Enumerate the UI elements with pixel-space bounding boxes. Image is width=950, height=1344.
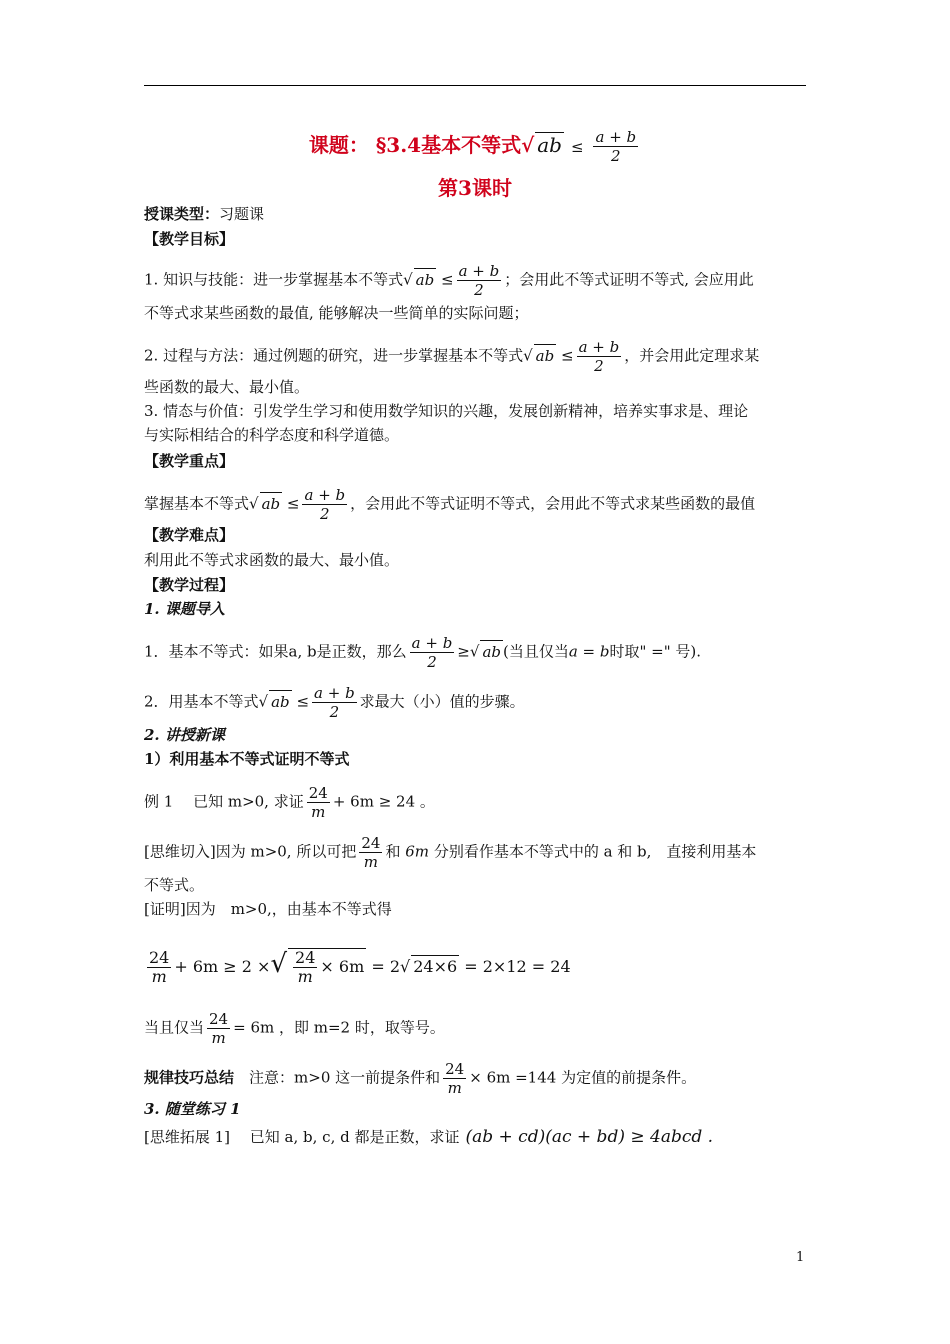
difficulty-text: 利用此不等式求函数的最大、最小值。 — [144, 551, 400, 569]
goal-3-cont: 与实际相结合的科学态度和科学道德。 — [144, 426, 400, 444]
section-2-heading: 2. 讲授新课 — [144, 726, 225, 744]
goal-1: 1. 知识与技能：进一步掌握基本不等式√ ab ≤ $\frac{a + b}{2}$ ；会用此不等式证明不等式, 会应用此 — [144, 262, 754, 299]
goal-1-cont: 不等式求某些函数的最值, 能够解决一些简单的实际问题； — [144, 304, 529, 322]
key-heading: 【教学重点】 — [144, 452, 235, 470]
section-2-sub: 1）利用基本不等式证明不等式 — [144, 750, 350, 768]
rule-summary: 规律技巧总结 注意：m>0 这一前提条件和 $\frac{24}{m}$ × 6m =144 为定值的前提条件。 — [144, 1060, 697, 1097]
proof-equation: $\frac{24}{m}$ + 6m ≥ 2 ×√ $\frac{24}{m}$ × 6m = 2√ 24×6 = 2×12 = 24 — [149, 948, 571, 986]
page-number: 1 — [796, 1250, 805, 1265]
think-line: [思维切入]因为 m>0, 所以可把 $\frac{24}{m}$ 和 6m 分别看作基本不等式中的 a 和 b, 直接利用基本 — [144, 834, 757, 871]
goal-3: 3. 情态与价值：引发学生学习和使用数学知识的兴趣，发展创新精神，培养实事求是、理论 — [144, 402, 749, 420]
page-title: 课题： §3.4基本不等式√ ab ≤ $\frac{a + b}{2}$ — [308, 128, 637, 165]
goal-2: 2. 过程与方法：通过例题的研究，进一步掌握基本不等式√ ab ≤ $\frac{a + b}{2}$ ，并会用此定理求某 — [144, 338, 760, 375]
key-text: 掌握基本不等式√ ab ≤ $\frac{a + b}{2}$ ，会用此不等式证明不等式，会用此不等式求某些函数的最值 — [144, 486, 756, 523]
example-1: 例 1 已知 m>0, 求证 $\frac{24}{m}$ + 6m ≥ 24 。 — [144, 784, 435, 821]
extension-1: [思维拓展 1] 已知 a, b, c, d 都是正数，求证 (ab + cd)(ac + bd) ≥ 4abcd . — [144, 1127, 714, 1147]
section-1-heading: 1. 课题导入 — [144, 600, 225, 618]
section-3-heading: 3. 随堂练习 1 — [144, 1100, 241, 1118]
intro-line-1: 1．基本不等式：如果a, b是正数，那么 $\frac{a + b}{2}$ ≥√ ab (当且仅当a = b时取" =" 号). — [144, 634, 702, 671]
goal-2-cont: 些函数的最大、最小值。 — [144, 378, 310, 396]
think-line-cont: 不等式。 — [144, 876, 205, 894]
intro-line-2: 2．用基本不等式√ ab ≤ $\frac{a + b}{2}$ 求最大（小）值的步骤。 — [144, 684, 525, 721]
proof-line: [证明]因为 m>0,，由基本不等式得 — [144, 900, 392, 918]
difficulty-heading: 【教学难点】 — [144, 526, 235, 544]
lesson-type: 授课类型：习题课 — [144, 205, 265, 223]
process-heading: 【教学过程】 — [144, 576, 235, 594]
page-subtitle: 第3课时 — [438, 176, 512, 200]
goals-heading: 【教学目标】 — [144, 230, 235, 248]
header-rule — [144, 85, 806, 86]
equality-condition: 当且仅当 $\frac{24}{m}$ = 6m ，即 m=2 时，取等号。 — [144, 1010, 445, 1047]
